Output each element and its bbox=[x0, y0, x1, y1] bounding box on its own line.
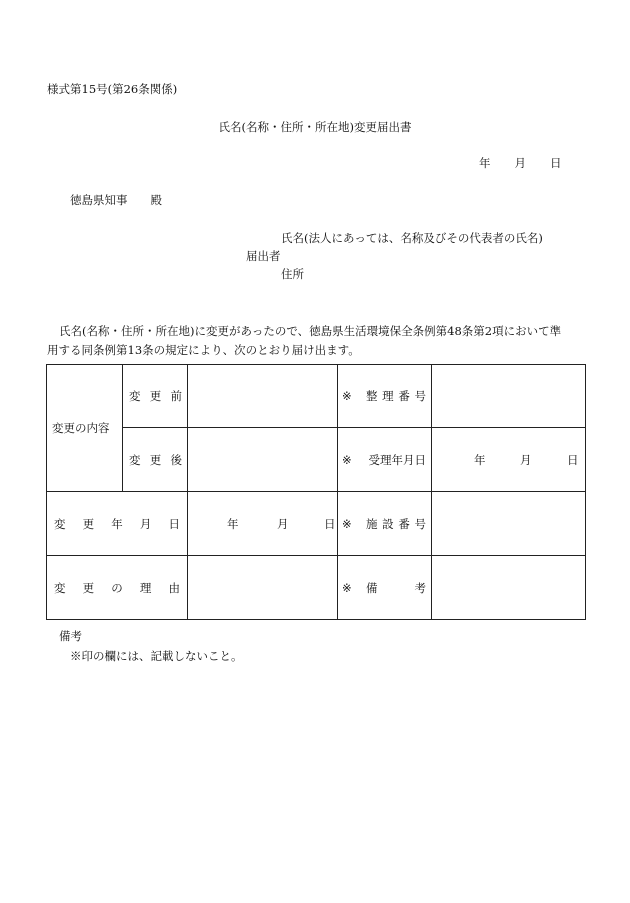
before-change-field[interactable] bbox=[188, 364, 337, 427]
received-day-label: 日 bbox=[567, 452, 579, 467]
date-month-label: 月 bbox=[514, 156, 526, 170]
reference-number-field[interactable] bbox=[432, 364, 585, 427]
document-title: 氏名(名称・住所・所在地)変更届出書 bbox=[218, 120, 412, 134]
body-line-2: 用する同条例第13条の規定により、次のとおり届け出ます。 bbox=[47, 343, 360, 357]
reference-number-label: ※ 整 理 番 号 bbox=[342, 388, 426, 403]
applicant-role-label: 届出者 bbox=[246, 249, 281, 263]
applicant-address-label: 住所 bbox=[281, 267, 304, 281]
change-reason-field[interactable] bbox=[188, 556, 337, 619]
notes-heading: 備考 bbox=[59, 629, 82, 643]
after-change-label: 変 更 後 bbox=[129, 452, 182, 467]
form-number: 様式第15号(第26条関係) bbox=[47, 82, 178, 96]
received-date-field[interactable] bbox=[432, 428, 585, 491]
addressee: 徳島県知事 殿 bbox=[70, 193, 162, 207]
notes-item: ※印の欄には、記載しないこと。 bbox=[70, 649, 243, 663]
change-day-label: 日 bbox=[324, 516, 336, 531]
change-reason-label: 変 更 の 理 由 bbox=[54, 580, 180, 595]
after-change-field[interactable] bbox=[188, 428, 337, 491]
change-date-label: 変 更 年 月 日 bbox=[54, 516, 180, 531]
change-month-label: 月 bbox=[277, 516, 289, 531]
remarks-field[interactable] bbox=[432, 556, 585, 619]
submission-date bbox=[479, 156, 562, 170]
before-change-label: 変 更 前 bbox=[129, 388, 182, 403]
change-content-label: 変更の内容 bbox=[52, 420, 110, 435]
change-date-field[interactable] bbox=[188, 492, 337, 555]
date-day-label: 日 bbox=[550, 156, 562, 170]
change-form-table bbox=[46, 364, 586, 620]
body-line-1: 氏名(名称・住所・所在地)に変更があったので、徳島県生活環境保全条例第48条第2項において準 bbox=[59, 324, 562, 338]
facility-number-field[interactable] bbox=[432, 492, 585, 555]
change-year-label: 年 bbox=[227, 516, 239, 531]
applicant-name-label: 氏名(法人にあっては、名称及びその代表者の氏名) bbox=[281, 231, 543, 245]
facility-number-label: ※ 施 設 番 号 bbox=[342, 516, 426, 531]
received-date-label: ※ 受理年月日 bbox=[342, 452, 426, 467]
date-year-label: 年 bbox=[479, 156, 491, 170]
remarks-label: ※ 備 考 bbox=[342, 580, 426, 595]
received-month-label: 月 bbox=[520, 452, 532, 467]
received-year-label: 年 bbox=[474, 452, 486, 467]
body-text bbox=[47, 322, 587, 360]
